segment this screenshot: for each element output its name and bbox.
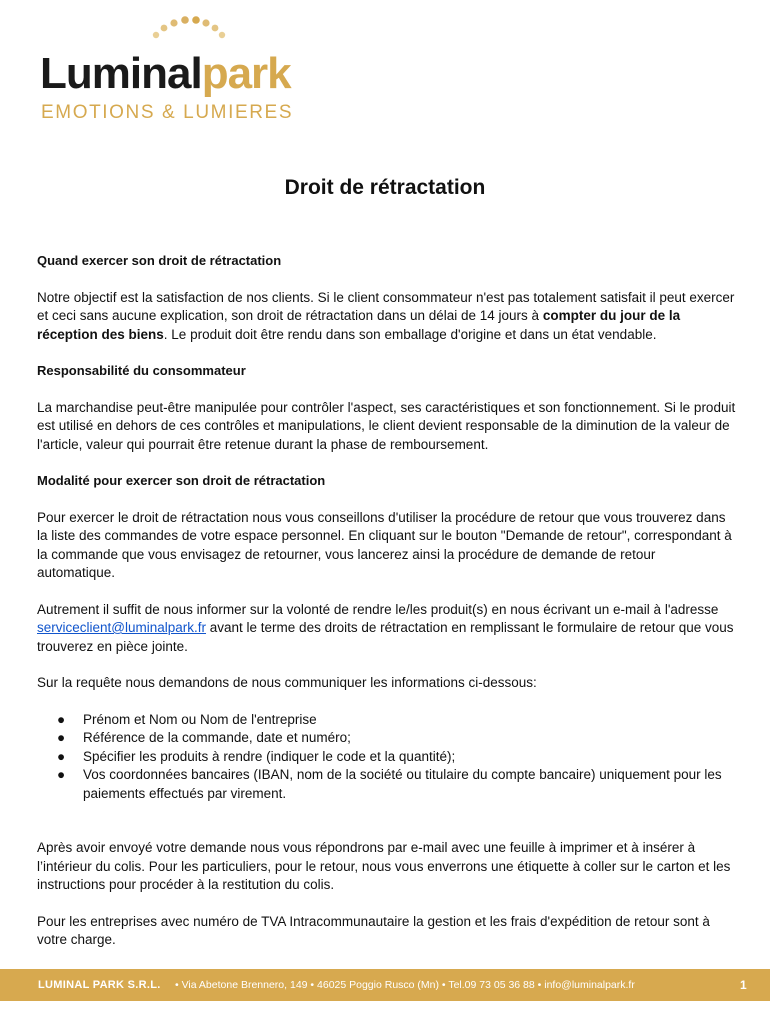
email-link[interactable]: serviceclient@luminalpark.fr xyxy=(37,620,207,635)
paragraph-companies: Pour les entreprises avec numéro de TVA Intracommunautaire la gestion et les frais d'expédition de retour sont à votre charge. xyxy=(37,913,710,947)
paragraph-procedure: Pour exercer le droit de rétractation nous vous conseillons d'utiliser la procédure de retour que vous trouverez dans la liste des commandes de votre espace personnel. En cliquant sur le bouton "Demande de retour", correspondant à la commande que vous envisagez de retourner, vous lancerez ainsi la procédure de demande de retour automatique. xyxy=(37,509,732,580)
paragraph-email: Autrement il suffit de nous informer sur la volonté de rendre le/les produit(s) en nous écrivant un e-mail à l'adresse serviceclient@luminalpark.fr avant le terme des droits de rétractation en remplissant le formulaire de retour que vous trouverez en pièce jointe. xyxy=(37,601,734,654)
emphasis-text: compter du jour de la réception des biens xyxy=(37,308,681,342)
footer-address: • Via Abetone Brennero, 149 • 46025 Poggio Rusco (Mn) • Tel.09 73 05 36 88 • info@luminalpark.fr xyxy=(175,979,635,991)
paragraph-response: Après avoir envoyé votre demande nous vous répondrons par e-mail avec une feuille à imprimer et à insérer à l’intérieur du colis. Pour les particuliers, pour le retour, nous vous enverrons une étiquette à coller sur le carton et les instructions pour procéder à la restitution du colis. xyxy=(37,840,731,892)
bullet-icon: ● xyxy=(57,711,66,727)
paragraph-request: Sur la requête nous demandons de nous communiquer les informations ci-dessous: xyxy=(37,675,537,690)
list-item: ● Spécifier les produits à rendre (indiquer le code et la quantité); xyxy=(37,748,737,767)
document-body xyxy=(37,252,737,950)
logo-wordmark: Luminalpark xyxy=(40,49,291,98)
logo-tagline: EMOTIONS & LUMIERES xyxy=(41,102,294,123)
footer-company: LUMINAL PARK S.R.L. xyxy=(38,979,161,991)
bullet-icon: ● xyxy=(57,767,66,782)
section-heading-when: Quand exercer son droit de rétractation xyxy=(37,253,282,268)
list-item: ● Référence de la commande, date et numéro; xyxy=(37,729,737,748)
paragraph-satisfaction: Notre objectif est la satisfaction de nos clients. Si le client consommateur n'est pas totalement satisfait il peut exercer et ceci sans aucune explication, son droit de rétractation dans un délai de 14 jours à compter du jour de la réception des biens. Le produit doit être rendu dans son emballage d'origine et dans un état vendable. xyxy=(37,289,735,342)
list-item: ● Prénom et Nom ou Nom de l'entreprise xyxy=(37,711,737,730)
bullet-icon: ● xyxy=(57,730,66,745)
bullet-icon: ● xyxy=(57,748,66,764)
paragraph-responsibility: La marchandise peut-être manipulée pour contrôler l'aspect, ses caractéristiques et son fonctionnement. Si le produit est utilisé en dehors de ces contrôles et manipulations, le client devient responsable de la diminution de la valeur de l'article, valeur qui pourrait être retenue durant la phase de remboursement. xyxy=(37,399,736,452)
company-logo xyxy=(38,16,318,123)
page-number: 1 xyxy=(740,978,747,992)
section-heading-modality: Modalité pour exercer son droit de rétractation xyxy=(37,473,326,488)
required-info-list xyxy=(37,711,737,804)
document-title: Droit de rétractation xyxy=(284,176,486,199)
section-heading-responsibility: Responsabilité du consommateur xyxy=(37,363,246,378)
page-footer xyxy=(0,969,770,1001)
list-item: ● Vos coordonnées bancaires (IBAN, nom de la société ou titulaire du compte bancaire) uniquement pour les paiements effectués par virement. xyxy=(57,767,722,801)
